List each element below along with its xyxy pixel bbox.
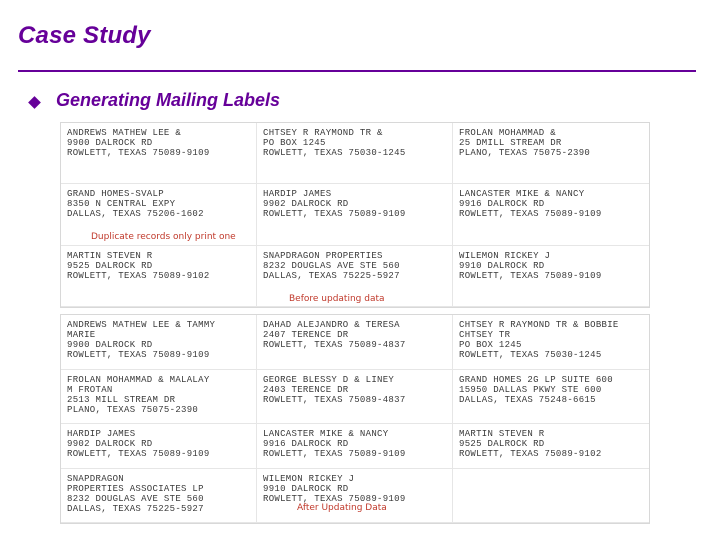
- mailing-label: [61, 469, 257, 524]
- label-line: HARDIP JAMES: [263, 189, 332, 200]
- mailing-label: [61, 370, 257, 425]
- label-line: FROLAN MOHAMMAD &: [459, 128, 556, 138]
- label-line: DAHAD ALEJANDRO & TERESA: [263, 320, 400, 330]
- title-divider: [18, 70, 696, 72]
- mailing-label: [453, 315, 649, 370]
- label-line: 2407 TERENCE DR: [263, 330, 349, 340]
- mailing-label: [453, 469, 649, 524]
- slide-title: Case Study: [18, 22, 151, 49]
- before-labels-panel: [60, 122, 650, 308]
- label-line: 9916 DALROCK RD: [459, 199, 545, 210]
- label-line: MARTIN STEVEN R: [67, 250, 153, 261]
- mailing-label: [453, 184, 649, 245]
- label-line: 9900 DALROCK RD: [67, 340, 153, 350]
- label-line: CHTSEY R RAYMOND TR & BOBBIE: [459, 320, 619, 330]
- label-line: ROWLETT, TEXAS 75089-9109: [67, 148, 210, 158]
- label-line: CHTSEY TR: [459, 330, 511, 340]
- mailing-label: [257, 424, 453, 469]
- label-line: CHTSEY R RAYMOND TR &: [263, 128, 383, 138]
- mailing-label: [453, 123, 649, 184]
- label-line: GRAND HOMES 2G LP SUITE 600: [459, 374, 613, 385]
- label-line: ROWLETT, TEXAS 75030-1245: [263, 148, 406, 158]
- label-line: 15950 DALLAS PKWY STE 600: [459, 384, 602, 395]
- label-line: ROWLETT, TEXAS 75089-9109: [459, 209, 602, 220]
- label-line: 25 DMILL STREAM DR: [459, 138, 562, 148]
- mailing-label: [257, 123, 453, 184]
- mailing-label: [61, 424, 257, 469]
- label-line: ROWLETT, TEXAS 75089-4837: [263, 340, 406, 350]
- label-line: ROWLETT, TEXAS 75089-9109: [67, 350, 210, 360]
- label-line: LANCASTER MIKE & NANCY: [459, 189, 585, 200]
- label-line: ROWLETT, TEXAS 75089-9102: [67, 270, 210, 281]
- label-line: 2513 MILL STREAM DR: [67, 394, 176, 405]
- label-line: LANCASTER MIKE & NANCY: [263, 429, 389, 439]
- label-line: PLANO, TEXAS 75075-2390: [459, 148, 591, 158]
- label-line: 8232 DOUGLAS AVE STE 560: [67, 493, 204, 504]
- label-line: ROWLETT, TEXAS 75089-4837: [263, 394, 406, 405]
- label-line: 9900 DALROCK RD: [67, 138, 153, 148]
- label-line: SNAPDRAGON PROPERTIES: [263, 250, 383, 261]
- duplicate-note: Duplicate records only print one: [91, 232, 236, 242]
- label-line: ROWLETT, TEXAS 75089-9102: [459, 449, 602, 459]
- after-label-grid: [61, 315, 649, 523]
- label-line: 8232 DOUGLAS AVE STE 560: [263, 260, 400, 271]
- label-line: 9525 DALROCK RD: [67, 260, 153, 271]
- mailing-label: [257, 370, 453, 425]
- label-line: DALLAS, TEXAS 75206-1602: [67, 209, 204, 220]
- label-line: ROWLETT, TEXAS 75089-9109: [263, 449, 406, 459]
- label-line: MARIE: [67, 330, 96, 340]
- label-line: 9902 DALROCK RD: [263, 199, 349, 210]
- label-line: HARDIP JAMES: [67, 429, 136, 439]
- label-line: 9910 DALROCK RD: [459, 260, 545, 271]
- label-line: M FROTAN: [67, 384, 113, 395]
- label-line: 9902 DALROCK RD: [67, 439, 153, 449]
- mailing-label: [61, 246, 257, 307]
- label-line: SNAPDRAGON: [67, 473, 125, 484]
- label-line: ANDREWS MATHEW LEE &: [67, 128, 182, 138]
- mailing-label: [257, 469, 453, 524]
- label-line: WILEMON RICKEY J: [263, 473, 355, 484]
- after-labels-panel: [60, 314, 650, 524]
- mailing-label: [61, 123, 257, 184]
- before-caption: Before updating data: [289, 294, 385, 304]
- label-line: 9910 DALROCK RD: [263, 483, 349, 494]
- label-line: GEORGE BLESSY D & LINEY: [263, 374, 395, 385]
- label-line: DALLAS, TEXAS 75225-5927: [263, 270, 400, 281]
- label-line: MARTIN STEVEN R: [459, 429, 545, 439]
- label-line: GRAND HOMES-SVALP: [67, 189, 164, 200]
- mailing-label: [453, 424, 649, 469]
- label-line: WILEMON RICKEY J: [459, 250, 551, 261]
- before-label-grid: [61, 123, 649, 307]
- mailing-label: [257, 315, 453, 370]
- label-line: DALLAS, TEXAS 75248-6615: [459, 394, 596, 405]
- slide-subtitle: Generating Mailing Labels: [56, 90, 281, 110]
- label-line: ANDREWS MATHEW LEE & TAMMY: [67, 320, 216, 330]
- after-caption: After Updating Data: [297, 503, 387, 513]
- label-line: DALLAS, TEXAS 75225-5927: [67, 503, 204, 514]
- mailing-label: [257, 184, 453, 245]
- label-line: PLANO, TEXAS 75075-2390: [67, 404, 199, 415]
- label-line: FROLAN MOHAMMAD & MALALAY: [67, 374, 210, 385]
- label-line: PROPERTIES ASSOCIATES LP: [67, 483, 204, 494]
- diamond-bullet-icon: [28, 96, 41, 109]
- label-line: ROWLETT, TEXAS 75030-1245: [459, 350, 602, 360]
- mailing-label: [453, 370, 649, 425]
- label-line: 8350 N CENTRAL EXPY: [67, 199, 176, 210]
- label-line: 9525 DALROCK RD: [459, 439, 545, 449]
- label-line: 9916 DALROCK RD: [263, 439, 349, 449]
- label-line: PO BOX 1245: [459, 340, 522, 350]
- mailing-label: [61, 315, 257, 370]
- mailing-label: [453, 246, 649, 307]
- label-line: ROWLETT, TEXAS 75089-9109: [459, 270, 602, 281]
- label-line: PO BOX 1245: [263, 138, 326, 148]
- label-line: ROWLETT, TEXAS 75089-9109: [263, 209, 406, 220]
- label-line: ROWLETT, TEXAS 75089-9109: [67, 449, 210, 459]
- label-line: 2403 TERENCE DR: [263, 384, 349, 395]
- label-line: ROWLETT, TEXAS 75089-9109: [263, 493, 406, 504]
